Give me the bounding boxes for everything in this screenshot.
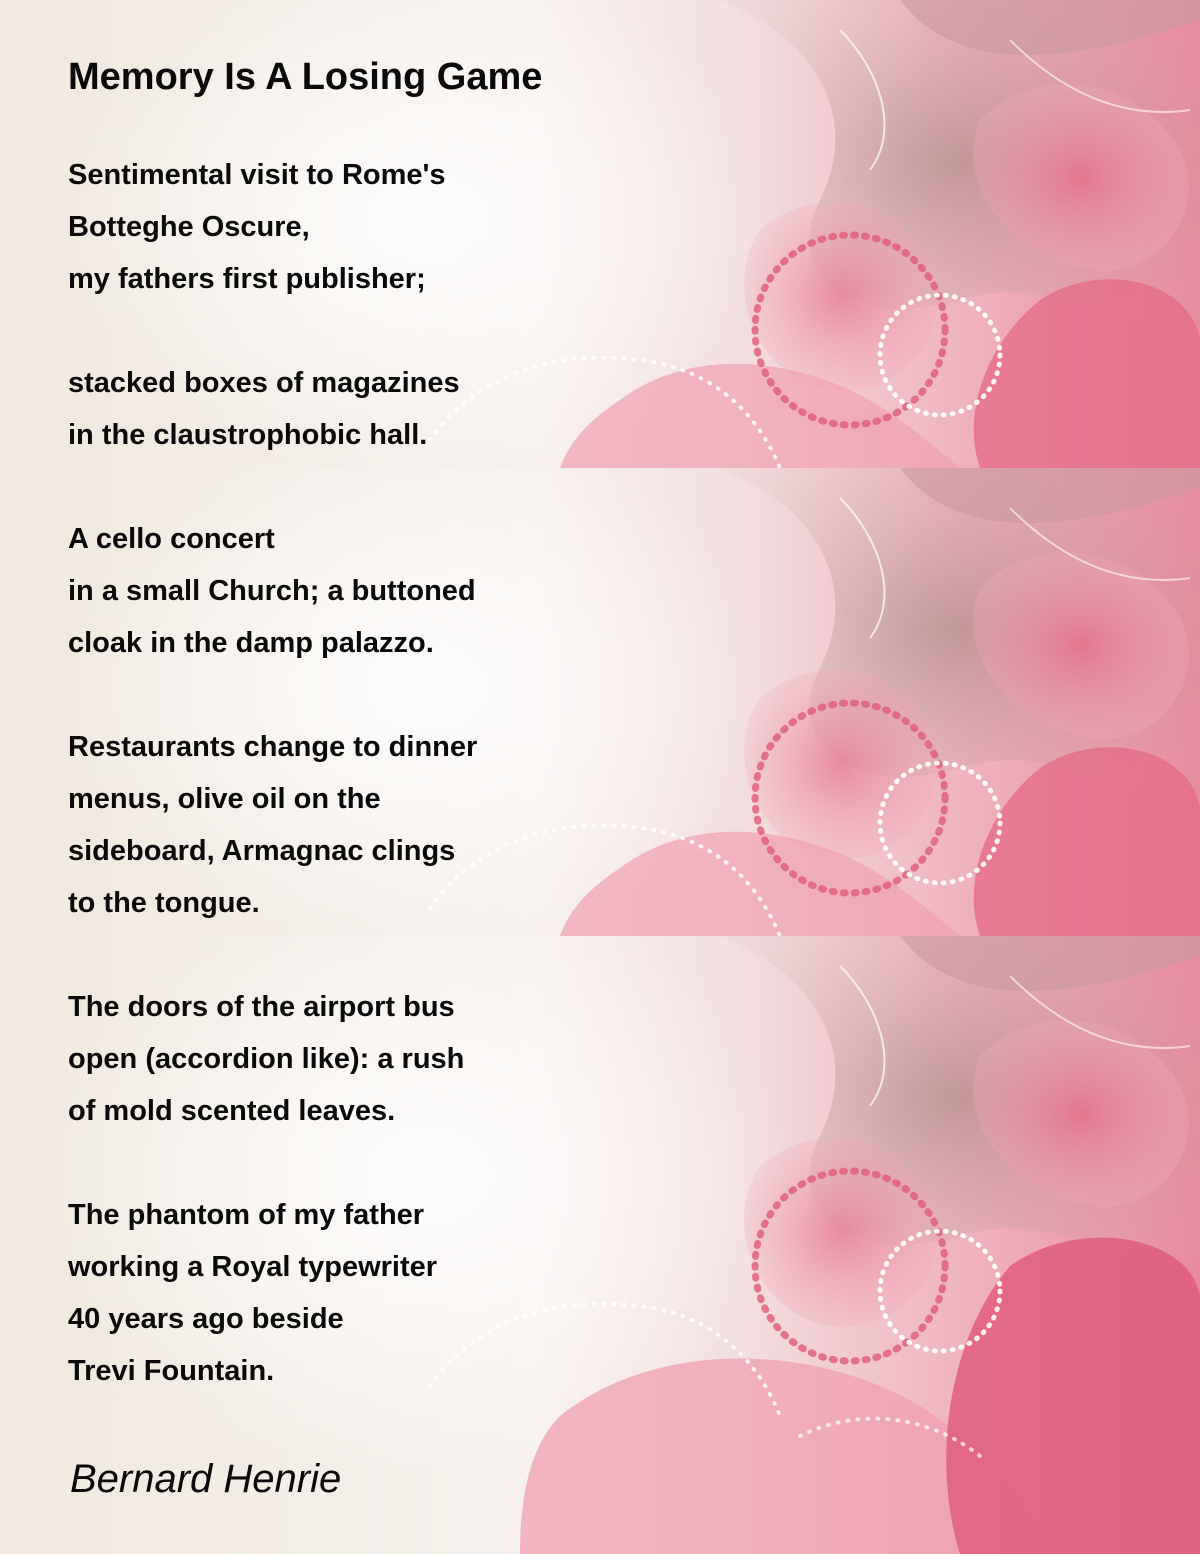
poem-line: The doors of the airport bus <box>68 991 455 1023</box>
poem-line: A cello concert <box>68 523 275 555</box>
poem-title: Memory Is A Losing Game <box>68 56 543 98</box>
poem-line: stacked boxes of magazines <box>68 367 460 399</box>
poem-line: in a small Church; a buttoned <box>68 575 476 607</box>
poem-line: of mold scented leaves. <box>68 1095 396 1127</box>
poem-line: menus, olive oil on the <box>68 783 381 815</box>
poem-author: Bernard Henrie <box>70 1457 342 1501</box>
poem-line: The phantom of my father <box>68 1199 425 1231</box>
poem-line: in the claustrophobic hall. <box>68 419 428 451</box>
poem-line: open (accordion like): a rush <box>68 1043 465 1075</box>
poem-line: Botteghe Oscure, <box>68 211 310 243</box>
poem-line: 40 years ago beside <box>68 1303 344 1335</box>
poem-line: Sentimental visit to Rome's <box>68 159 446 191</box>
poem-line: cloak in the damp palazzo. <box>68 627 434 659</box>
poem-line: Trevi Fountain. <box>68 1355 275 1387</box>
poem-line: Restaurants change to dinner <box>68 731 478 763</box>
poem-line: working a Royal typewriter <box>68 1251 438 1283</box>
poem-line: to the tongue. <box>68 887 260 919</box>
poem-line: sideboard, Armagnac clings <box>68 835 456 867</box>
poem-line: my fathers first publisher; <box>68 263 426 295</box>
